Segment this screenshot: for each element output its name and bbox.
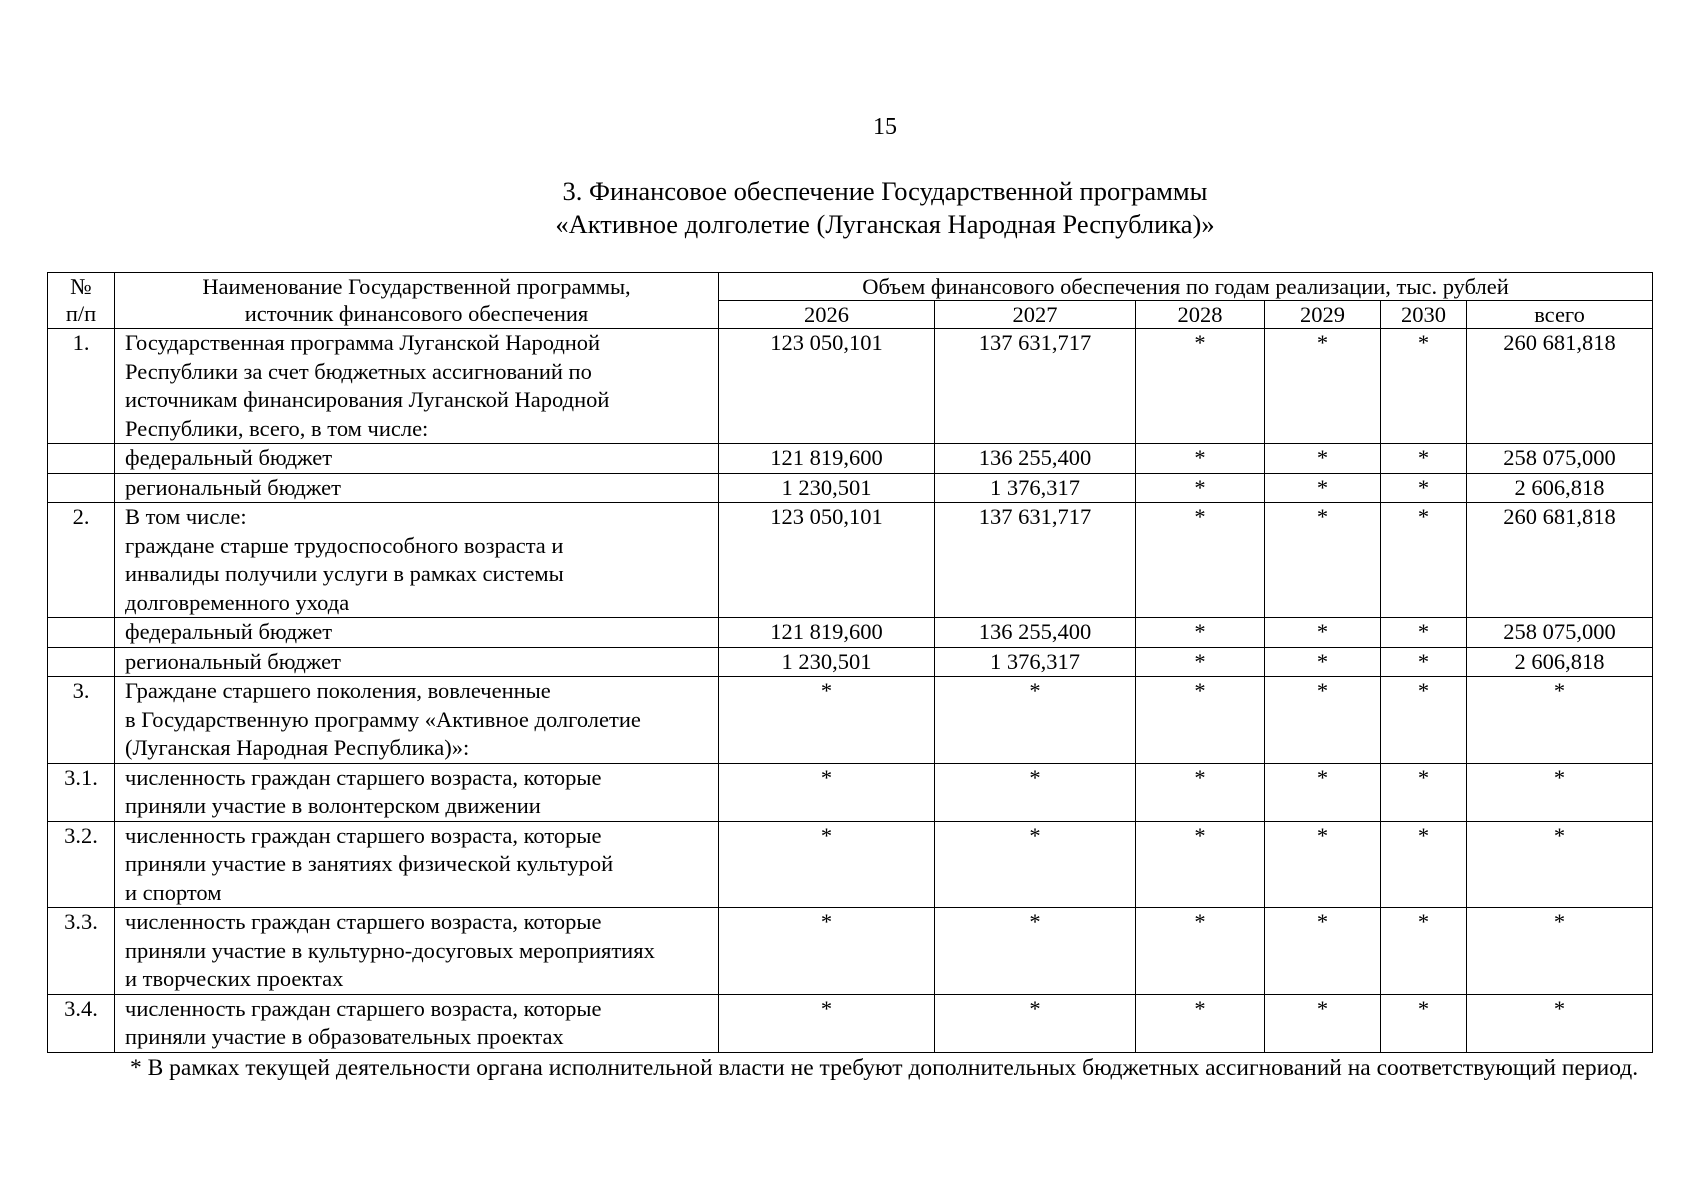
row-value: * (1265, 618, 1381, 648)
title-line-1: 3. Финансовое обеспечение Государственной программы (562, 176, 1208, 206)
financing-table (47, 272, 1653, 1053)
row-value: * (1381, 473, 1467, 503)
row-number: 3.1. (48, 763, 115, 821)
row-value: * (935, 763, 1136, 821)
row-number: 1. (48, 329, 115, 444)
table-row (48, 473, 1653, 503)
row-value: * (1381, 908, 1467, 995)
row-total: 260 681,818 (1467, 329, 1653, 444)
header-year: 2026 (719, 301, 935, 329)
row-value: * (1136, 444, 1265, 474)
row-name: Государственная программа Луганской Народной Республики за счет бюджетных ассигнований по источникам финансирования Луганской Народной Республики, всего, в том числе: (115, 329, 719, 444)
row-value: * (719, 994, 935, 1052)
row-number: 3.4. (48, 994, 115, 1052)
row-name: численность граждан старшего возраста, которые приняли участие в образовательных проектах (115, 994, 719, 1052)
row-value: 1 230,501 (719, 647, 935, 677)
table-row (48, 503, 1653, 618)
row-value: 121 819,600 (719, 444, 935, 474)
row-value: * (1265, 473, 1381, 503)
row-value: * (1381, 444, 1467, 474)
table-row (48, 763, 1653, 821)
row-value: * (1265, 444, 1381, 474)
row-value: 123 050,101 (719, 329, 935, 444)
header-row (48, 273, 1653, 301)
row-number: 3.3. (48, 908, 115, 995)
table-row (48, 821, 1653, 908)
row-value: * (719, 677, 935, 764)
row-value: * (1381, 503, 1467, 618)
row-value: * (935, 677, 1136, 764)
row-value: * (1136, 647, 1265, 677)
row-total: * (1467, 677, 1653, 764)
row-name: федеральный бюджет (115, 618, 719, 648)
header-year: 2029 (1265, 301, 1381, 329)
row-value: * (1265, 763, 1381, 821)
section-title (0, 175, 1697, 241)
row-value: * (1381, 763, 1467, 821)
row-total: 258 075,000 (1467, 444, 1653, 474)
header-name: Наименование Государственной программы, источник финансового обеспечения (115, 273, 719, 329)
row-name: численность граждан старшего возраста, которые приняли участие в занятиях физической культурой и спортом (115, 821, 719, 908)
footnote: * В рамках текущей деятельности органа исполнительной власти не требуют дополнительных бюджетных ассигнований на соответствующий период. (130, 1055, 1639, 1081)
row-value: * (1136, 618, 1265, 648)
row-value: * (1265, 329, 1381, 444)
row-total: * (1467, 821, 1653, 908)
row-name: Граждане старшего поколения, вовлеченные в Государственную программу «Активное долголетие (Луганская Народная Республика)»: (115, 677, 719, 764)
row-name: федеральный бюджет (115, 444, 719, 474)
table-row (48, 994, 1653, 1052)
row-total: * (1467, 763, 1653, 821)
row-value: * (935, 821, 1136, 908)
row-value: * (1265, 647, 1381, 677)
row-number: 2. (48, 503, 115, 618)
row-value: * (1381, 821, 1467, 908)
row-name: региональный бюджет (115, 647, 719, 677)
row-value: 123 050,101 (719, 503, 935, 618)
header-total: всего (1467, 301, 1653, 329)
table-row (48, 444, 1653, 474)
row-value: * (719, 763, 935, 821)
row-total: * (1467, 908, 1653, 995)
row-value: * (1381, 329, 1467, 444)
row-value: * (935, 994, 1136, 1052)
row-value: * (935, 908, 1136, 995)
row-number (48, 444, 115, 474)
header-volume: Объем финансового обеспечения по годам реализации, тыс. рублей (719, 273, 1653, 301)
row-number (48, 647, 115, 677)
row-value: 137 631,717 (935, 503, 1136, 618)
row-value: * (1136, 994, 1265, 1052)
row-value: * (1381, 994, 1467, 1052)
row-total: * (1467, 994, 1653, 1052)
row-value: * (1136, 908, 1265, 995)
table-header (48, 273, 1653, 329)
row-value: * (1136, 677, 1265, 764)
row-number (48, 618, 115, 648)
row-value: * (1265, 821, 1381, 908)
row-total: 2 606,818 (1467, 647, 1653, 677)
row-value: * (1265, 994, 1381, 1052)
row-value: * (1381, 618, 1467, 648)
table-body (48, 329, 1653, 1053)
row-name: численность граждан старшего возраста, которые приняли участие в волонтерском движении (115, 763, 719, 821)
row-number: 3.2. (48, 821, 115, 908)
row-value: * (1136, 473, 1265, 503)
row-name: региональный бюджет (115, 473, 719, 503)
row-value: * (1136, 329, 1265, 444)
row-value: * (719, 908, 935, 995)
row-value: * (1381, 647, 1467, 677)
row-name: численность граждан старшего возраста, которые приняли участие в культурно-досуговых мероприятиях и творческих проектах (115, 908, 719, 995)
row-value: 1 376,317 (935, 473, 1136, 503)
header-year: 2028 (1136, 301, 1265, 329)
row-total: 2 606,818 (1467, 473, 1653, 503)
row-total: 258 075,000 (1467, 618, 1653, 648)
table-row (48, 677, 1653, 764)
row-value: * (1381, 677, 1467, 764)
header-num: № п/п (48, 273, 115, 329)
row-total: 260 681,818 (1467, 503, 1653, 618)
row-value: 137 631,717 (935, 329, 1136, 444)
table-row (48, 329, 1653, 444)
table-row (48, 908, 1653, 995)
header-year: 2027 (935, 301, 1136, 329)
row-value: * (1265, 503, 1381, 618)
row-value: 1 230,501 (719, 473, 935, 503)
row-value: * (1136, 503, 1265, 618)
row-value: * (1265, 677, 1381, 764)
row-value: 136 255,400 (935, 618, 1136, 648)
row-number: 3. (48, 677, 115, 764)
table-row (48, 647, 1653, 677)
page-number: 15 (873, 114, 897, 140)
row-value: * (719, 821, 935, 908)
row-number (48, 473, 115, 503)
row-value: * (1265, 908, 1381, 995)
row-value: * (1136, 763, 1265, 821)
row-value: 136 255,400 (935, 444, 1136, 474)
header-year: 2030 (1381, 301, 1467, 329)
row-value: 1 376,317 (935, 647, 1136, 677)
row-value: * (1136, 821, 1265, 908)
title-line-2: «Активное долголетие (Луганская Народная Республика)» (555, 209, 1215, 239)
row-value: 121 819,600 (719, 618, 935, 648)
row-name: В том числе: граждане старше трудоспособного возраста и инвалиды получили услуги в рамках системы долговременного ухода (115, 503, 719, 618)
table-row (48, 618, 1653, 648)
